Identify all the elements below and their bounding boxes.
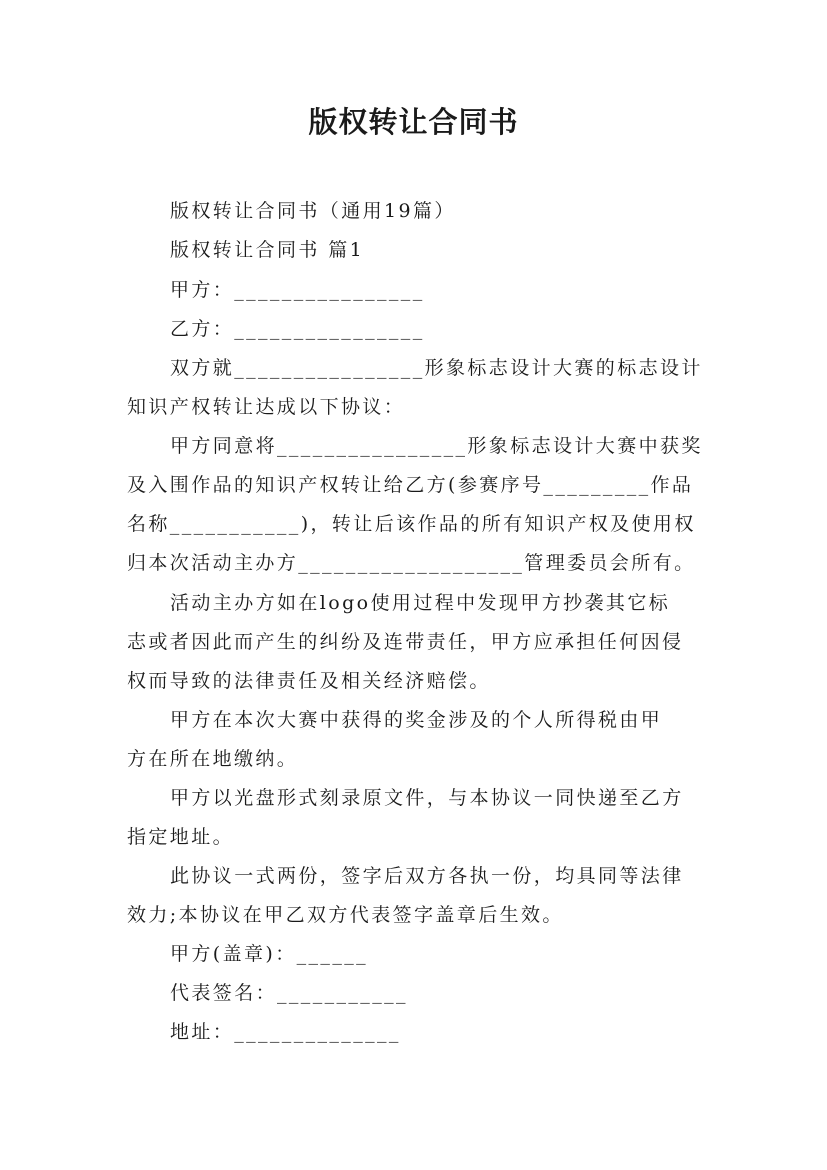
paragraph-5-line-2: 指定地址。 bbox=[127, 826, 235, 848]
paragraph-2-line-2: 及入围作品的知识产权转让给乙方(参赛序号_________作品 bbox=[127, 474, 694, 496]
paragraph-3-line-3: 权而导致的法律责任及相关经济赔偿。 bbox=[127, 670, 491, 692]
paragraph-6-line-2: 效力;本协议在甲乙双方代表签字盖章后生效。 bbox=[127, 904, 564, 926]
paragraph-1-line-1: 双方就________________形象标志设计大赛的标志设计 bbox=[170, 357, 703, 379]
document-title: 版权转让合同书 bbox=[308, 105, 519, 139]
paragraph-2-line-1: 甲方同意将________________形象标志设计大赛中获奖 bbox=[170, 435, 703, 457]
paragraph-1-line-2: 知识产权转让达成以下协议： bbox=[127, 396, 406, 418]
party-b-line: 乙方：________________ bbox=[170, 318, 425, 340]
document-subtitle: 版权转让合同书（通用19篇） bbox=[170, 200, 456, 222]
address-line: 地址：______________ bbox=[170, 1021, 401, 1043]
paragraph-5-line-1: 甲方以光盘形式刻录原文件，与本协议一同快递至乙方 bbox=[170, 787, 684, 809]
paragraph-3-line-1: 活动主办方如在logo使用过程中发现甲方抄袭其它标 bbox=[170, 592, 671, 614]
seal-line: 甲方(盖章)：______ bbox=[170, 943, 369, 965]
paragraph-4-line-2: 方在所在地缴纳。 bbox=[127, 748, 299, 770]
paragraph-4-line-1: 甲方在本次大赛中获得的奖金涉及的个人所得税由甲 bbox=[170, 709, 663, 731]
paragraph-2-line-4: 归本次活动主办方___________________管理委员会所有。 bbox=[127, 552, 696, 574]
paragraph-3-line-2: 志或者因此而产生的纠纷及连带责任，甲方应承担任何因侵 bbox=[127, 631, 684, 653]
paragraph-6-line-1: 此协议一式两份，签字后双方各执一份，均具同等法律 bbox=[170, 865, 684, 887]
section-heading: 版权转让合同书 篇1 bbox=[170, 239, 365, 261]
signature-line: 代表签名：___________ bbox=[170, 982, 408, 1004]
paragraph-2-line-3: 名称___________)，转让后该作品的所有知识产权及使用权 bbox=[127, 513, 696, 535]
party-a-line: 甲方：________________ bbox=[170, 279, 425, 301]
